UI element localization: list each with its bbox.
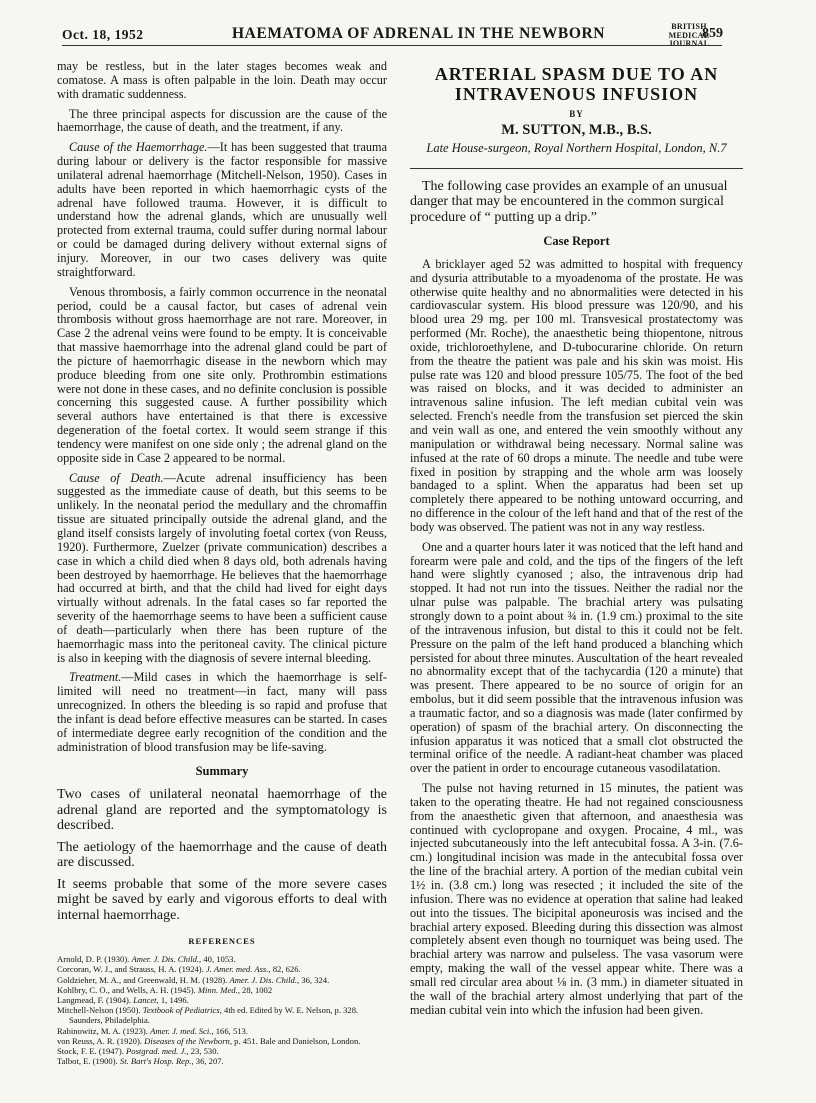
reference: Langmead, F. (1904). Lancet, 1, 1496. <box>57 995 189 1005</box>
journal-name-line1: BRITISH <box>671 22 707 31</box>
left-column <box>57 60 387 1066</box>
article-title <box>410 64 743 104</box>
reference: Kohlbry, C. O., and Wells, A. H. (1945). Minn. Med., 28, 1002 <box>57 984 273 995</box>
article-title-line2: INTRAVENOUS INFUSION <box>454 84 699 104</box>
issue-date: Oct. 18, 1952 <box>62 27 144 42</box>
reference: Stock, F. E. (1947). Postgrad. med. J., 23, 530. <box>57 1046 219 1057</box>
summary-heading: Summary <box>195 763 249 778</box>
summary-item: Two cases of unilateral neonatal haemorrhage of the adrenal gland are reported and the symptomatology is described. <box>57 787 387 834</box>
byline-by: BY <box>569 109 584 119</box>
section-treatment <box>57 671 387 754</box>
reference: Rabinowitz, M. A. (1923). Amer. J. med. Sci., 166, 513. <box>57 1025 248 1036</box>
summary-item: The aetiology of the haemorrhage and the cause of death are discussed. <box>57 839 387 871</box>
paragraph-text: —Acute adrenal insufficiency has been suggested as the immediate cause of death, but this seems to be unlikely. In the neonatal period the medullary and the chromaffin tissue are situated principally outside the adrenal gland, and the gland itself consists largely of involuting foetal cortex (von Reuss, 1920). Furthermore, Zuelzer (private communication) describes a case in which a child died when 8 days old, both adrenals having been destroyed by haemorrhage. He believes that the haemorrhage had occurred at birth, and that the child had lived for eight days virtually without adrenals. In the fatal cases so far reported the severity of the haemorrhage seems to have been a sufficient cause of death—particularly when there has been rupture of the haemorrhagic mass into the peritoneal cavity. The clinical picture is also in keeping with the diagnosis of severe internal bleeding. <box>57 470 387 665</box>
journal-name-line2: MEDICAL JOURNAL <box>668 30 710 48</box>
running-header <box>62 23 722 47</box>
title-rule <box>410 168 743 169</box>
reference: Talbot, E. (1900). St. Bart's Hosp. Rep., 36, 207. <box>57 1056 224 1067</box>
paragraph-text: —Mild cases in which the haemorrhage is self-limited will need no treatment—in fact, many will pass unrecognized. In others the bleeding is so rapid and profuse that the infant is dead before effective measures can be started. In cases of intermediate degree early recognition of the condition and the administration of blood transfusion may be life-saving. <box>57 670 387 754</box>
author-affiliation: Late House-surgeon, Royal Northern Hospital, London, N.7 <box>426 140 727 155</box>
article-intro: The following case provides an example of an unusual danger that may be encountered in the common surgical procedure of “ putting up a drip.” <box>410 178 728 225</box>
article-title-line1: ARTERIAL SPASM DUE TO AN <box>434 64 719 84</box>
summary <box>57 787 387 923</box>
reference: von Reuss, A. R. (1920). Diseases of the Newborn, p. 451. Bale and Danielson, London. <box>57 1035 361 1046</box>
page-number: 859 <box>702 26 723 41</box>
paragraph: The three principal aspects for discussion are the cause of the haemorrhage, the cause of death, and the treatment, if any. <box>57 106 387 135</box>
reference: Arnold, D. P. (1930). Amer. J. Dis. Child., 40, 1053. <box>57 954 236 965</box>
header-rule <box>62 45 722 46</box>
paragraph: The pulse not having returned in 15 minutes, the patient was taken to the operating theatre. He had not regained consciousness from the anaesthetic given that afternoon, and anaesthesia was continued with cyclopropane and oxygen. Procaine, 4 ml., was injected subcutaneously into the left antecubital fossa. A 3-in. (7.6-cm.) longitudinal incision was made in the antecubital fossa over the line of the brachial artery. A portion of the median cubital vein 1½ in. (3.8 cm.) long was resected ; it included the site of the infusion. There was no evidence at operation that saline had leaked out into the tissues. The bicipital aponeurosis was incised and the brachial artery exposed. Bleeding during this dissection was almost completely absent even though no tourniquet was being used. The brachial artery was narrow and pulseless. The vasa vasorum were empty, making the wall of the vessel appear white. There was a small red circular area about ⅛ in. (3 mm.) in diameter situated in the wall of the brachial artery almost underlying that part of the median cubital vein into which the infusion had been given. <box>410 781 743 1017</box>
subheading: Cause of the Haemorrhage. <box>69 140 208 155</box>
running-title: HAEMATOMA OF ADRENAL IN THE NEWBORN <box>232 25 606 42</box>
section-cause-of-death <box>57 472 387 666</box>
subheading: Cause of Death. <box>69 470 164 485</box>
paragraph: may be restless, but in the later stages becomes weak and comatose. A mass is often palpable in the loin. Death may occur with dramatic suddenness. <box>57 59 387 101</box>
paragraph-text: —It has been suggested that trauma during labour or delivery is the factor responsible for massive unilateral adrenal haemorrhage (Mitchell-Nelson, 1950). Cases in adults have been reported in which haemorrhagic cysts of the adrenal have followed trauma. However, it is difficult to understand how the adrenal glands, which are unusually well protected from external trauma, could suffer during normal labour or could be damaged during delivery without external signs of injury. Moreover, in our two cases delivery was quite straightforward. <box>57 140 388 279</box>
references-list <box>57 954 387 1066</box>
case-report-heading: Case Report <box>543 234 610 249</box>
reference: Goldzieher, M. A., and Greenwald, H. M. (1928). Amer. J. Dis. Child., 36, 324. <box>57 974 330 985</box>
paragraph: One and a quarter hours later it was noticed that the left hand and forearm were pale and cold, and the tips of the fingers of the left hand were slightly cyanosed ; also, the intravenous drip had stopped. It had not run into the tissues. Neither the radial nor the ulnar pulse was palpable. The brachial artery was pulsating strongly down to a point about ¾ in. (1.9 cm.) proximal to the site of the intravenous infusion, but distal to this it could not be felt. Pressure on the palm of the left hand produced a blanching which persisted for about three minutes. Auscultation of the heart revealed no abnormality except that of the tachycardia (120 a minute) that was present. There appeared to be no source of origin for an embolus, but it did seem possible that the intravenous infusion was a traumatic factor, and so a diagnosis was made (later confirmed by operation) of spasm of the brachial artery. On disconnecting the infusion apparatus it was noticed that a small clot obstructed the terminal orifice of the needle. A radiant-heat chamber was placed over the patient in order to encourage cutaneous vasodilatation. <box>410 539 743 776</box>
paragraph: A bricklayer aged 52 was admitted to hospital with frequency and dysuria attributable to a myoadenoma of the prostate. He was otherwise quite healthy and no abnormalities were detected in his cardiovascular system. His blood pressure was 120/90, and his blood urea 29 mg. per 100 ml. Transvesical prostatectomy was performed (Mr. Roche), the anaesthetic being thiopentone, nitrous oxide, trichloroethylene, and D-tubocurarine chloride. On return from the theatre the patient was pale and his skin was moist. His pulse rate was 120 and blood pressure 105/75. The foot of the bed was raised on blocks, and it was decided to administer an intravenous saline infusion. The left median cubital vein was selected. French's needle from the transfusion set pierced the skin and vein wall as one, and entered the vein smoothly without any manipulation or withdrawal being necessary. Normal saline was infused at the rate of 60 drops a minute. The needle and tube were fixed in position by strapping and the whole arm was loosely bandaged to a splint. When the apparatus had been set up completely there appeared to be nothing untoward occurring, and no difference in the colour of the left hand and that of the rest of the body was observed. The patient was not in any way restless. <box>410 256 743 534</box>
paragraph: Venous thrombosis, a fairly common occurrence in the neonatal period, could be a causal factor, but cases of adrenal vein thrombosis without gross haemorrhage are not rare. Moreover, in Case 2 the adrenal veins were found to be empty. It is conceivable that massive haemorrhage into the adrenal gland could be part of the picture of haemorrhagic disease in the newborn which may produce bleeding from one site only. Prothrombin estimations were not done in these cases, and no definite conclusion is possible concerning this suggested cause. A further possibility which several authors have entertained is that there is excessive degeneration of the foetal cortex. It would seem strange if this tendency were manifest on one side only ; the adrenal gland on the opposite side in Case 2 appeared to be normal. <box>57 284 387 465</box>
author-name: M. SUTTON, M.B., B.S. <box>501 121 652 138</box>
right-column <box>410 60 743 1017</box>
subheading: Treatment. <box>69 670 122 685</box>
summary-item: It seems probable that some of the more severe cases might be saved by early and vigorous efforts to deal with internal haemorrhage. <box>57 876 387 923</box>
reference: Corcoran, W. J., and Strauss, H. A. (1924). J. Amer. med. Ass., 82, 626. <box>57 964 301 975</box>
section-cause-of-haemorrhage <box>57 141 387 279</box>
reference: Mitchell-Nelson (1950). Textbook of Pediatrics, 4th ed. Edited by W. E. Nelson, p. 328. Saunders, Philadelphia. <box>57 1005 359 1026</box>
references-heading: REFERENCES <box>188 936 256 947</box>
